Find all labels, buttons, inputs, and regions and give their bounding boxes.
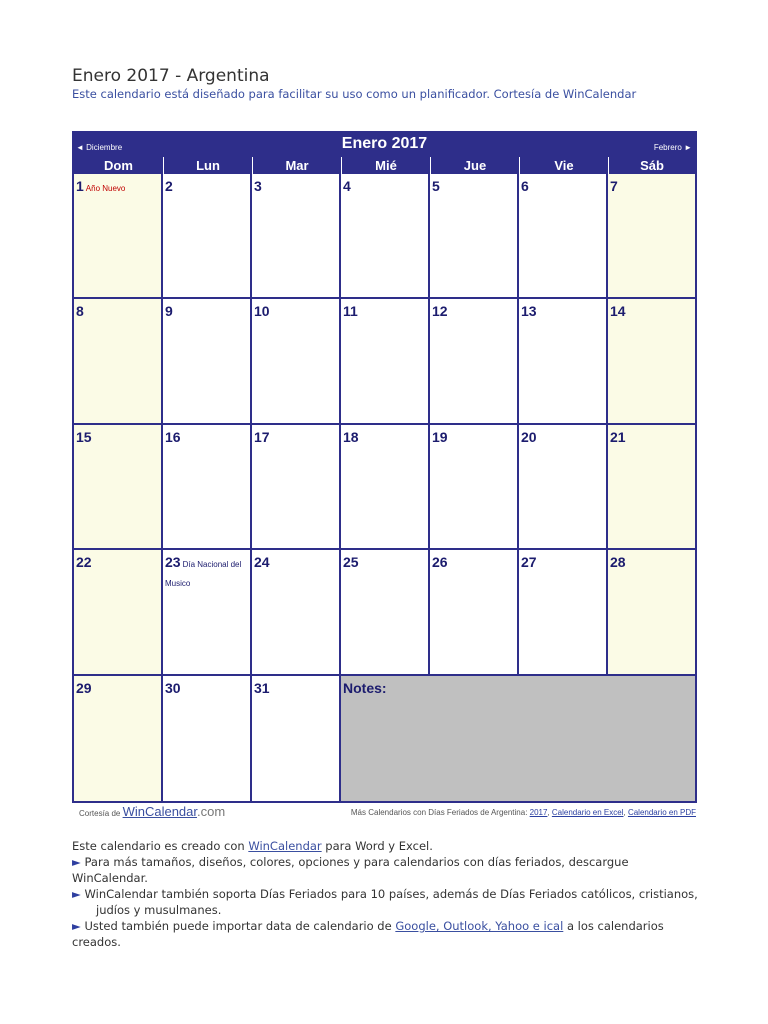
day-number: 11 [343,303,358,320]
day-number: 6 [521,178,529,194]
day-cell[interactable] [74,425,163,550]
page-title: Enero 2017 - Argentina [72,66,270,86]
arrow-icon: ► [72,887,81,901]
notes-label: Notes: [343,679,387,696]
day-cell[interactable] [341,174,430,299]
weekday-sun: Dom [74,157,163,174]
day-cell[interactable] [519,550,608,675]
day-number: 16 [165,428,181,445]
day-number: 23 [165,554,181,571]
notes-area[interactable] [341,676,695,801]
day-number: 3 [254,178,262,194]
day-cell[interactable] [74,550,163,675]
day-cell[interactable] [519,425,608,550]
info-bullet-2 [72,886,702,918]
calendar-header [74,133,695,157]
day-cell[interactable] [163,174,252,299]
info-text: Para más tamaños, diseños, colores, opciones y para calendarios con días feriados, descargue WinCalendar. [72,855,629,885]
day-cell[interactable] [430,174,519,299]
day-cell[interactable] [74,676,163,801]
prev-month-link[interactable]: ◄ Diciembre [76,143,123,152]
day-number: 7 [610,178,618,194]
day-cell[interactable] [608,550,695,675]
day-number: 24 [254,554,270,571]
day-number: 9 [165,303,173,320]
day-cell[interactable] [608,299,695,424]
weekday-mon: Lun [163,157,252,174]
brand-suffix: .com [197,804,226,819]
holiday-label: Día Nacional del Musico [165,560,242,589]
day-number: 4 [343,178,351,194]
day-cell[interactable] [163,299,252,424]
info-bullet-3 [72,918,702,950]
weekday-tue: Mar [252,157,341,174]
separator: , [623,808,628,817]
more-calendars-text: Más Calendarios con Días Feriados de Argentina: [350,808,530,817]
day-number: 13 [521,303,537,320]
day-number: 25 [343,554,359,571]
weekday-thu: Jue [430,157,519,174]
weekday-fri: Vie [519,157,608,174]
wincalendar-link[interactable]: WinCalendar [122,804,198,819]
info-text: Usted también puede importar data de calendario de [80,919,396,933]
next-month-link[interactable]: Febrero ► [653,143,692,152]
day-cell[interactable] [163,425,252,550]
day-cell[interactable] [341,299,430,424]
day-cell[interactable] [608,425,695,550]
day-number: 1 [76,178,84,194]
day-cell[interactable] [74,174,163,299]
weekday-sat: Sáb [608,157,695,174]
calendar-grid [74,174,695,801]
wincalendar-inline-link[interactable]: WinCalendar [248,839,322,853]
day-cell[interactable] [430,550,519,675]
arrow-icon: ► [72,919,81,933]
arrow-icon: ► [72,855,81,869]
day-cell[interactable] [252,425,341,550]
footer-courtesy [79,804,225,819]
day-cell[interactable] [608,174,695,299]
day-number: 28 [610,554,626,571]
day-number: 30 [165,679,181,696]
day-number: 29 [76,679,92,696]
info-line-1 [72,838,702,854]
day-number: 14 [610,303,626,320]
link-2017[interactable]: 2017 [529,808,548,817]
day-cell[interactable] [252,174,341,299]
day-number: 5 [432,178,440,194]
day-number: 26 [432,554,448,571]
info-text: WinCalendar también soporta Días Feriados para 10 países, además de Días Feriados católicos, cristianos, [80,887,698,901]
day-number: 20 [521,428,537,445]
day-cell[interactable] [519,174,608,299]
day-cell[interactable] [252,299,341,424]
footer-more-calendars [351,808,696,817]
day-number: 18 [343,428,359,445]
calendar-month-title: Enero 2017 [341,135,428,152]
day-cell[interactable] [163,676,252,801]
day-number: 31 [254,679,270,696]
info-text: para Word y Excel. [321,839,433,853]
info-text: judíos y musulmanes. [96,903,222,917]
separator: , [547,808,552,817]
day-cell[interactable] [430,299,519,424]
day-number: 19 [432,428,448,445]
day-cell[interactable] [341,550,430,675]
weekday-header-row [74,157,695,174]
info-block [72,838,702,950]
page-subtitle: Este calendario está diseñado para facilitar su uso como un planificador. Cortesía de WinCalendar [72,87,637,101]
calendar [72,131,697,803]
day-cell[interactable] [163,550,252,675]
day-number: 15 [76,428,92,445]
day-number: 10 [254,303,270,320]
link-pdf[interactable]: Calendario en PDF [627,808,696,817]
day-cell[interactable] [430,425,519,550]
day-number: 22 [76,554,92,571]
day-cell[interactable] [252,550,341,675]
weekday-wed: Mié [341,157,430,174]
day-number: 8 [76,303,84,320]
day-number: 2 [165,178,173,194]
info-text: a los calendarios creados. [72,919,664,949]
link-excel[interactable]: Calendario en Excel [551,808,624,817]
day-cell[interactable] [519,299,608,424]
holiday-label: Año Nuevo [85,184,126,193]
courtesy-text: Cortesía de [79,809,123,818]
day-cell[interactable] [252,676,341,801]
day-cell[interactable] [74,299,163,424]
info-bullet-1 [72,854,702,886]
import-sources-link[interactable]: Google, Outlook, Yahoo e ical [395,919,564,933]
day-cell[interactable] [341,425,430,550]
day-number: 27 [521,554,537,571]
info-text: Este calendario es creado con [72,839,249,853]
day-number: 17 [254,428,270,445]
day-number: 21 [610,428,626,445]
day-number: 12 [432,303,448,320]
